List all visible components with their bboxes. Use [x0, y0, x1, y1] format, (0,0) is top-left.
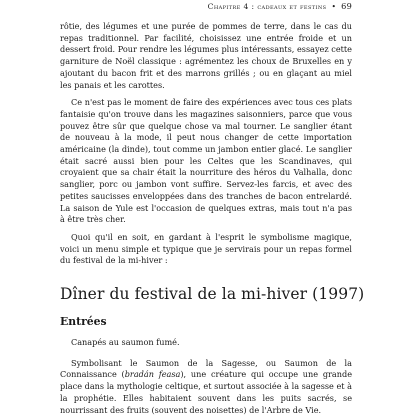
subsection-title: Entrées [60, 315, 107, 329]
paragraph-3: Quoi qu'il en soit, en gardant à l'esprit le symbolisme magique, voici un menu simple et typique que je servirais pour un repas formel du festival de la mi-hiver : [60, 231, 352, 266]
body-text [60, 21, 352, 267]
book-page [60, 0, 365, 415]
section-title: Dîner du festival de la mi-hiver (1997) [60, 285, 365, 304]
paragraph-1: rôtie, des légumes et une purée de pommes de terre, dans le cas du repas traditionnel. Par facilité, choisissez une entrée froide et un dessert froid. Pour rendre les légumes plus intéressants, essayez cette garniture de Noël classique : agrémentez les choux de Bruxelles en y ajoutant du bacon frit et des marrons grillés ; ou en glaçant au miel les panais et les carottes. [60, 21, 352, 90]
paragraph-2: Ce n'est pas le moment de faire des expériences avec tous ces plats fantaisie qu'on trouve dans les magazines saisonniers, parce que vous pouvez être sûr que quelque chose va mal tourner. Le sanglier étant de nouveau à la mode, il peut nous changer de cette importation américaine (la dinde), tout comme un jambon entier glacé. Le sanglier était sacré aussi bien pour les Celtes que les Scandinaves, qui croyaient que sa chair était la nourriture des héros du Valhalla, donc sanglier, porc ou jambon vont suffire. Servez-les farcis, et avec des petites saucisses enveloppées dans des tranches de bacon entrelardé. La saison de Yule est l'occasion de quelques extras, mais tout n'a pas à être très cher. [60, 97, 352, 225]
running-header [60, 1, 352, 12]
description-text-start: Symbolisant le Saumon de la Sagesse, ou Saumon de la Connaissance ( [60, 357, 352, 380]
chapter-title: Chapitre 4 : cadeaux et festins [207, 2, 327, 11]
description-emphasis: bradán feasa [124, 369, 181, 380]
description-text-end: ), une créature qui occupe une grande place dans la mythologie celtique, et surtout associée à la sagesse et à la prophétie. Elles habitaient souvent dans les puits sacrés, se nourrissant des fruits (souvent des noisettes) de l'Arbre de Vie. [60, 369, 353, 415]
course-item: Canapés au saumon fumé. [71, 337, 180, 348]
header-separator: • [331, 2, 337, 11]
course-description [60, 358, 352, 416]
page-number: 69 [341, 1, 352, 11]
